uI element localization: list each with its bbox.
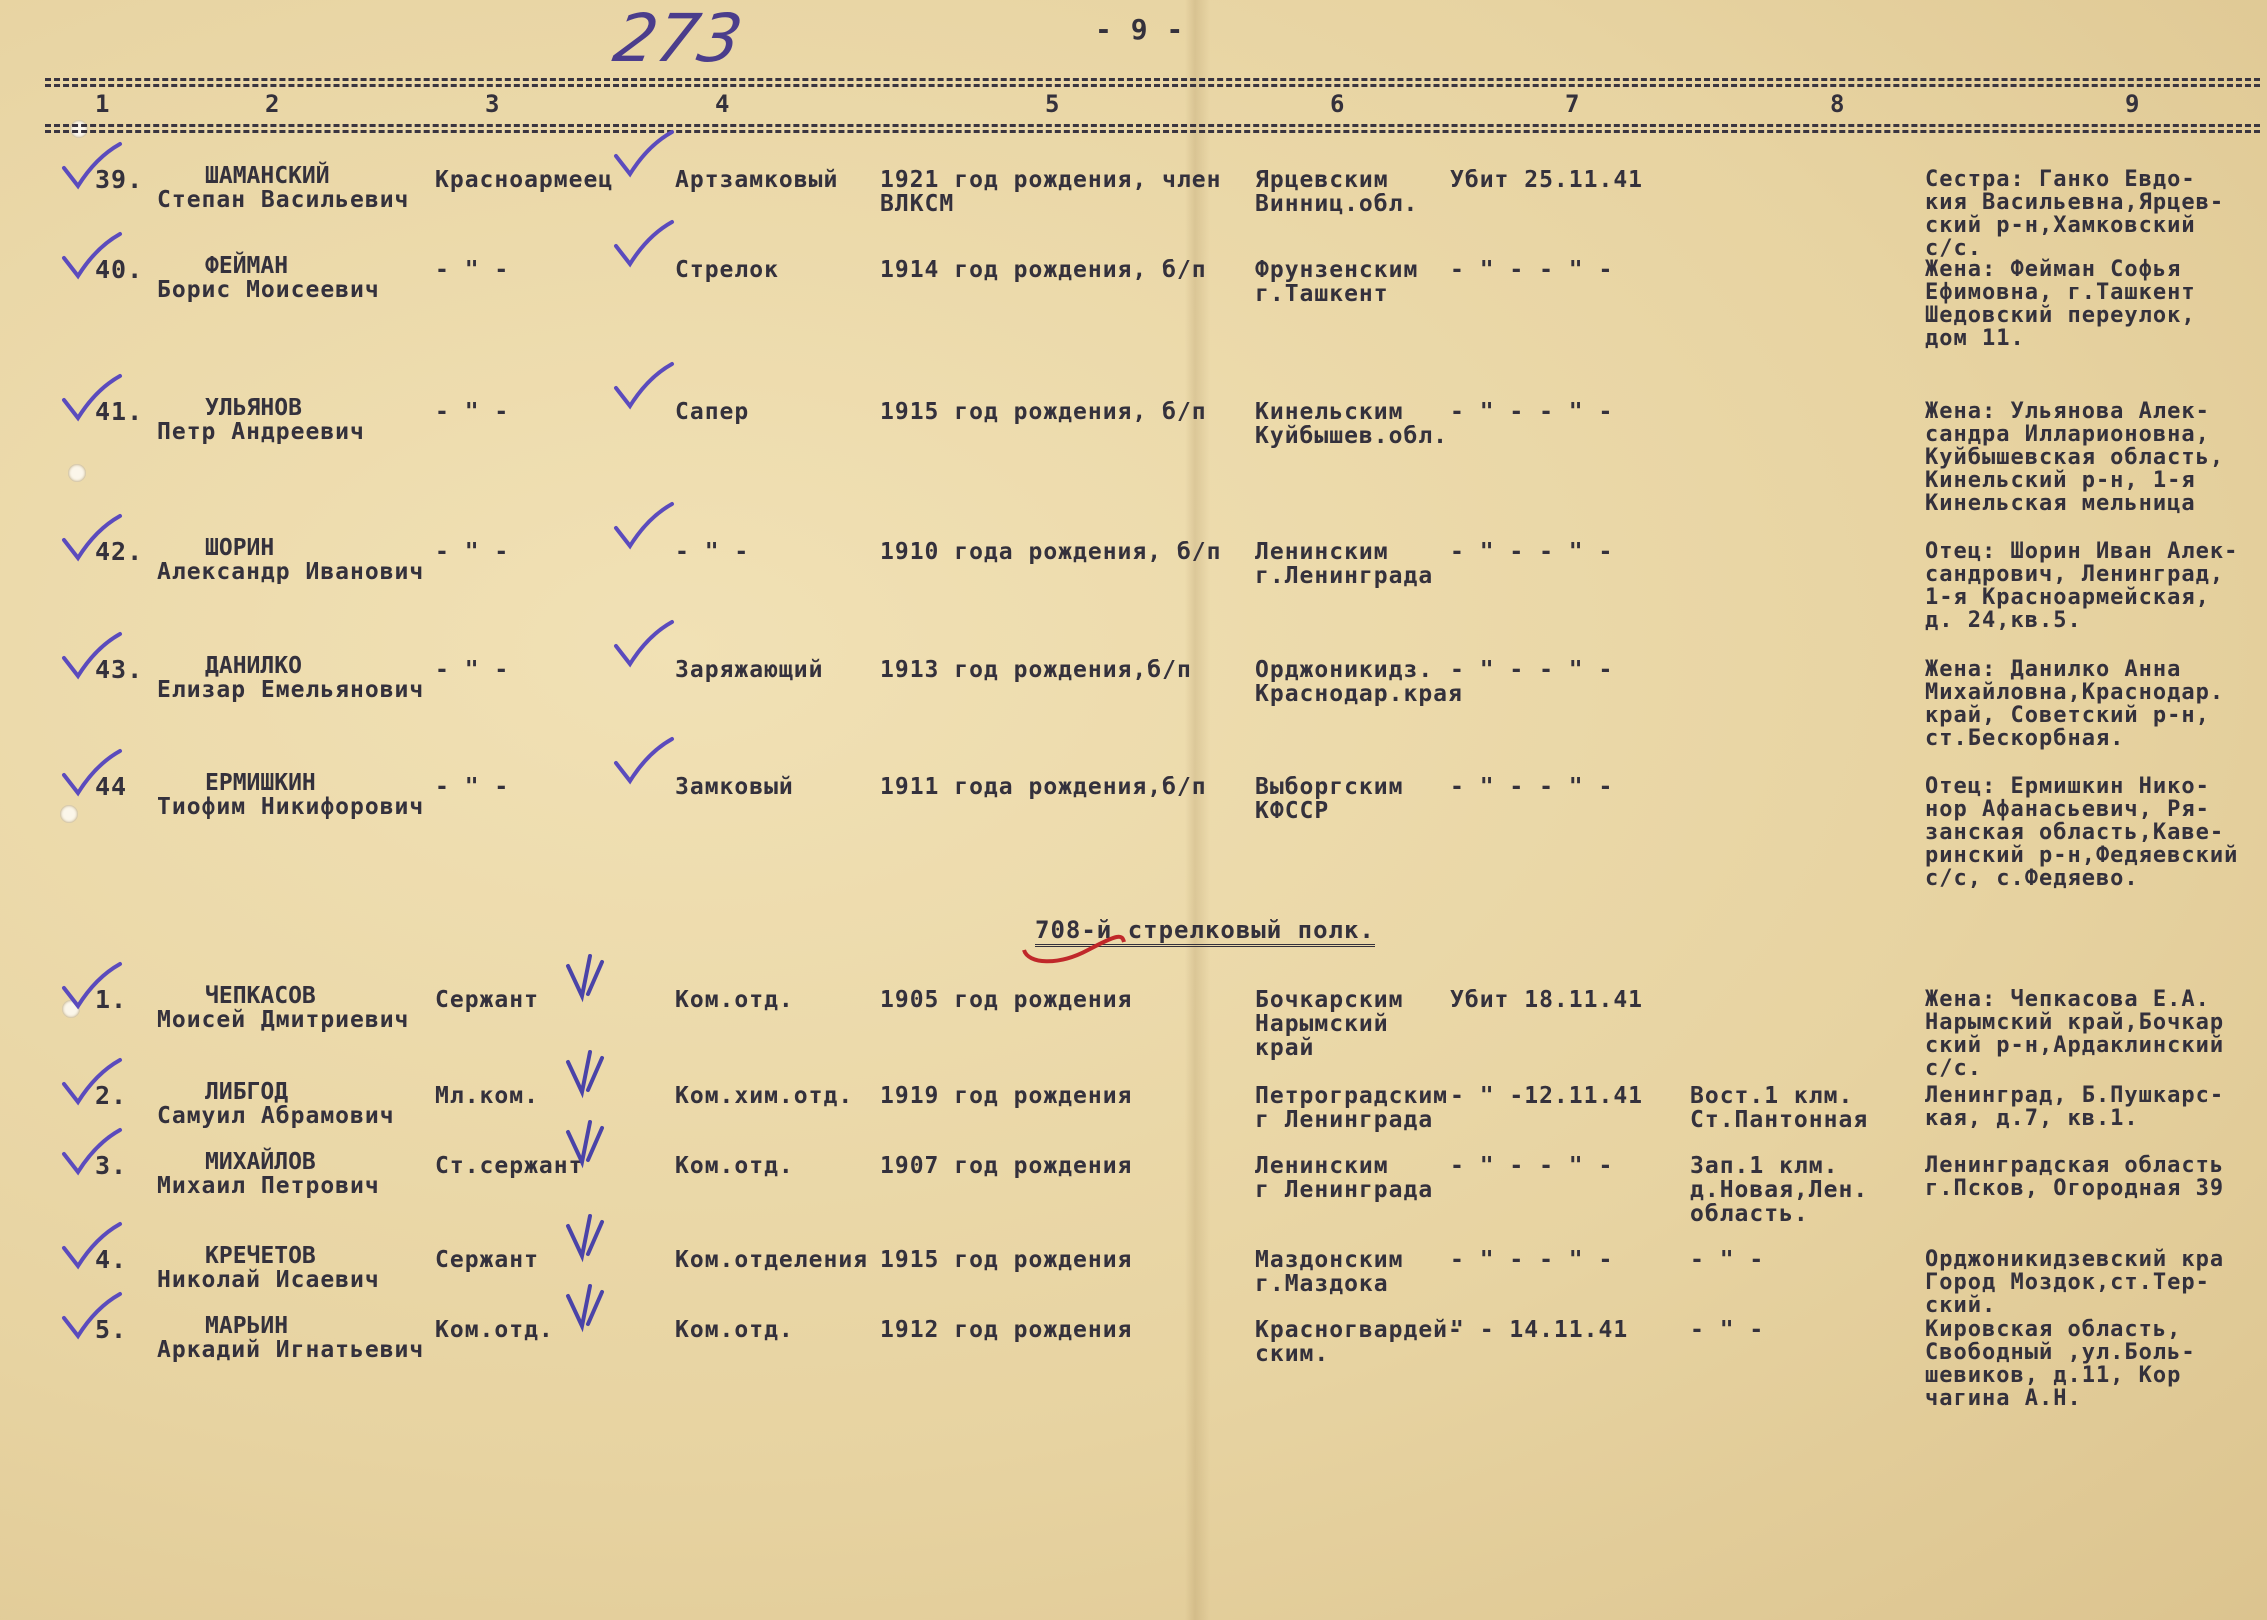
cell-fate: - " - - " - <box>1450 1247 1614 1273</box>
cell-kin: Жена: Данилко Анна Михайловна,Краснодар. край, Советский р-н, ст.Бескорбная. <box>1925 657 2225 751</box>
cell-name: Аркадий Игнатьевич <box>157 1337 425 1363</box>
pencil-check-mark <box>58 1126 128 1186</box>
page-number: - 9 - <box>1095 13 1185 46</box>
cell-rank: Мл.ком. <box>435 1083 539 1109</box>
cell-burial: Вост.1 клм. Ст.Пантонная <box>1690 1083 1869 1133</box>
cell-birth: 1919 год рождения <box>880 1083 1133 1109</box>
cell-rvk: Орджоникидз. Краснодар.края <box>1255 657 1463 707</box>
pencil-check-mark <box>560 1044 630 1104</box>
cell-kin: Кировская область, Свободный ,ул.Боль- шевиков, д.11, Кор чагина А.Н. <box>1925 1317 2196 1411</box>
cell-birth: 1905 год рождения <box>880 987 1133 1013</box>
pencil-check-mark <box>58 372 128 432</box>
header-rule <box>45 78 2260 81</box>
cell-post: Ком.хим.отд. <box>675 1083 854 1109</box>
cell-post: Ком.отд. <box>675 1317 794 1343</box>
cell-name: Тиофим Никифорович <box>157 794 425 820</box>
cell-birth: 1913 год рождения,б/п <box>880 657 1192 683</box>
cell-num: 41. <box>95 397 144 426</box>
cell-surname: УЛЬЯНОВ <box>205 395 302 421</box>
cell-birth: 1915 год рождения <box>880 1247 1133 1273</box>
cell-post: Ком.отд. <box>675 1153 794 1179</box>
pencil-check-mark <box>610 360 680 420</box>
cell-surname: МАРЬИН <box>205 1313 289 1339</box>
punch-hole <box>70 120 88 138</box>
punch-hole <box>68 464 86 482</box>
pencil-check-mark <box>610 128 680 188</box>
cell-post: Ком.отд. <box>675 987 794 1013</box>
cell-name: Борис Моисеевич <box>157 277 380 303</box>
column-number: 4 <box>715 90 731 118</box>
cell-surname: ФЕЙМАН <box>205 253 289 279</box>
cell-num: 42. <box>95 537 144 566</box>
cell-post: Ком.отделения <box>675 1247 869 1273</box>
column-number: 1 <box>95 90 111 118</box>
cell-burial: Зап.1 клм. д.Новая,Лен. область. <box>1690 1153 1869 1227</box>
cell-post: Замковый <box>675 774 794 800</box>
cell-rank: - " - <box>435 539 510 565</box>
cell-rvk: Ленинским г Ленинграда <box>1255 1153 1434 1203</box>
red-pencil-underline <box>1018 928 1128 968</box>
cell-rank: - " - <box>435 399 510 425</box>
column-number: 6 <box>1330 90 1346 118</box>
cell-name: Степан Васильевич <box>157 187 410 213</box>
cell-fate: Убит 25.11.41 <box>1450 167 1644 193</box>
column-number: 9 <box>2125 90 2141 118</box>
cell-kin: Ленинград, Б.Пушкарс- кая, д.7, кв.1. <box>1925 1083 2225 1131</box>
cell-kin: Отец: Ермишкин Нико- нор Афанасьевич, Ря- занская область,Каве- ринский р-н,Федяевский с/с, с.Федяево. <box>1925 774 2239 891</box>
cell-surname: ДАНИЛКО <box>205 653 302 679</box>
punch-hole <box>60 805 78 823</box>
pencil-check-mark <box>560 948 630 1008</box>
pencil-check-mark <box>560 1114 630 1174</box>
section-title: 708-й стрелковый полк. <box>1035 918 1375 947</box>
pencil-check-mark <box>58 630 128 690</box>
cell-rank: Красноармеец <box>435 167 614 193</box>
cell-surname: ЛИБГОД <box>205 1079 289 1105</box>
cell-post: Заряжающий <box>675 657 824 683</box>
cell-post: Стрелок <box>675 257 779 283</box>
cell-surname: ЧЕПКАСОВ <box>205 983 316 1009</box>
cell-kin: Сестра: Ганко Евдо- кия Васильевна,Ярцев- ский р-н,Хамковский с/с. <box>1925 167 2225 261</box>
cell-rvk: Кинельским Куйбышев.обл. <box>1255 399 1449 449</box>
cell-name: Петр Андреевич <box>157 419 365 445</box>
header-rule <box>45 130 2260 133</box>
cell-fate: " - 14.11.41 <box>1450 1317 1629 1343</box>
cell-num: 43. <box>95 655 144 684</box>
cell-kin: Жена: Фейман Софья Ефимовна, г.Ташкент Шедовский переулок, дом 11. <box>1925 257 2196 351</box>
cell-fate: Убит 18.11.41 <box>1450 987 1644 1013</box>
cell-fate: - " -12.11.41 <box>1450 1083 1644 1109</box>
column-number: 3 <box>485 90 501 118</box>
cell-fate: - " - - " - <box>1450 257 1614 283</box>
cell-kin: Ленинградская область г.Псков, Огородная 39 <box>1925 1153 2225 1201</box>
cell-burial: - " - <box>1690 1247 1765 1273</box>
header-rule <box>45 124 2260 127</box>
cell-fate: - " - - " - <box>1450 1153 1614 1179</box>
cell-rank: - " - <box>435 257 510 283</box>
handwritten-page-number: 273 <box>608 0 748 77</box>
cell-name: Елизар Емельянович <box>157 677 425 703</box>
cell-rvk: Выборгским КФССР <box>1255 774 1404 824</box>
cell-fate: - " - - " - <box>1450 657 1614 683</box>
cell-birth: 1921 год рождения, член ВЛКСМ <box>880 167 1222 217</box>
cell-surname: ШОРИН <box>205 535 275 561</box>
pencil-check-mark <box>610 218 680 278</box>
cell-num: 3. <box>95 1151 128 1180</box>
pencil-check-mark <box>58 230 128 290</box>
cell-num: 2. <box>95 1081 128 1110</box>
cell-rank: - " - <box>435 657 510 683</box>
cell-name: Моисей Дмитриевич <box>157 1007 410 1033</box>
cell-post: - " - <box>675 539 750 565</box>
cell-name: Николай Исаевич <box>157 1267 380 1293</box>
cell-fate: - " - - " - <box>1450 399 1614 425</box>
cell-num: 40. <box>95 255 144 284</box>
cell-rank: Ком.отд. <box>435 1317 554 1343</box>
column-number: 8 <box>1830 90 1846 118</box>
cell-birth: 1910 года рождения, б/п <box>880 539 1222 565</box>
cell-rvk: Петроградским г Ленинграда <box>1255 1083 1449 1133</box>
pencil-check-mark <box>58 960 128 1020</box>
pencil-check-mark <box>610 500 680 560</box>
cell-surname: МИХАЙЛОВ <box>205 1149 316 1175</box>
pencil-check-mark <box>58 1220 128 1280</box>
cell-num: 5. <box>95 1315 128 1344</box>
column-number: 5 <box>1045 90 1061 118</box>
cell-birth: 1907 год рождения <box>880 1153 1133 1179</box>
cell-rvk: Бочкарским Нарымский край <box>1255 987 1404 1061</box>
cell-num: 39. <box>95 165 144 194</box>
cell-rvk: Ярцевским Винниц.обл. <box>1255 167 1419 217</box>
cell-rvk: Красногвардей- ским. <box>1255 1317 1463 1367</box>
pencil-check-mark <box>610 618 680 678</box>
cell-burial: - " - <box>1690 1317 1765 1343</box>
cell-fate: - " - - " - <box>1450 539 1614 565</box>
cell-birth: 1912 год рождения <box>880 1317 1133 1343</box>
cell-rvk: Фрунзенским г.Ташкент <box>1255 257 1419 307</box>
cell-name: Александр Иванович <box>157 559 425 585</box>
cell-name: Михаил Петрович <box>157 1173 380 1199</box>
cell-birth: 1915 год рождения, б/п <box>880 399 1207 425</box>
cell-num: 44 <box>95 772 128 801</box>
cell-rank: Ст.сержант <box>435 1153 584 1179</box>
cell-name: Самуил Абрамович <box>157 1103 395 1129</box>
pencil-check-mark <box>610 735 680 795</box>
column-number: 7 <box>1565 90 1581 118</box>
column-number: 2 <box>265 90 281 118</box>
cell-kin: Орджоникидзевский кра Город Моздок,ст.Тер- ский. <box>1925 1247 2225 1318</box>
pencil-check-mark <box>58 140 128 200</box>
cell-surname: ЕРМИШКИН <box>205 770 316 796</box>
cell-rvk: Маздонским г.Маздока <box>1255 1247 1404 1297</box>
pencil-check-mark <box>58 747 128 807</box>
pencil-check-mark <box>58 1290 128 1350</box>
cell-birth: 1914 год рождения, б/п <box>880 257 1207 283</box>
cell-rank: Сержант <box>435 1247 539 1273</box>
pencil-check-mark <box>58 512 128 572</box>
pencil-check-mark <box>560 1208 630 1268</box>
cell-num: 1. <box>95 985 128 1014</box>
header-rule <box>45 84 2260 87</box>
pencil-check-mark <box>560 1278 630 1338</box>
pencil-check-mark <box>58 1056 128 1116</box>
cell-birth: 1911 года рождения,б/п <box>880 774 1207 800</box>
cell-kin: Жена: Чепкасова Е.А. Нарымский край,Бочкар ский р-н,Ардаклинский с/с. <box>1925 987 2225 1081</box>
cell-kin: Отец: Шорин Иван Алек- сандрович, Ленинград, 1-я Красноармейская, д. 24,кв.5. <box>1925 539 2239 633</box>
cell-post: Сапер <box>675 399 750 425</box>
cell-rank: Сержант <box>435 987 539 1013</box>
cell-kin: Жена: Ульянова Алек- сандра Илларионовна, Куйбышевская область, Кинельский р-н, 1-я Кинельская мельница <box>1925 399 2225 516</box>
cell-surname: КРЕЧЕТОВ <box>205 1243 316 1269</box>
cell-rvk: Ленинским г.Ленинграда <box>1255 539 1434 589</box>
cell-rank: - " - <box>435 774 510 800</box>
cell-post: Артзамковый <box>675 167 839 193</box>
cell-surname: ШАМАНСКИЙ <box>205 163 330 189</box>
cell-num: 4. <box>95 1245 128 1274</box>
cell-fate: - " - - " - <box>1450 774 1614 800</box>
